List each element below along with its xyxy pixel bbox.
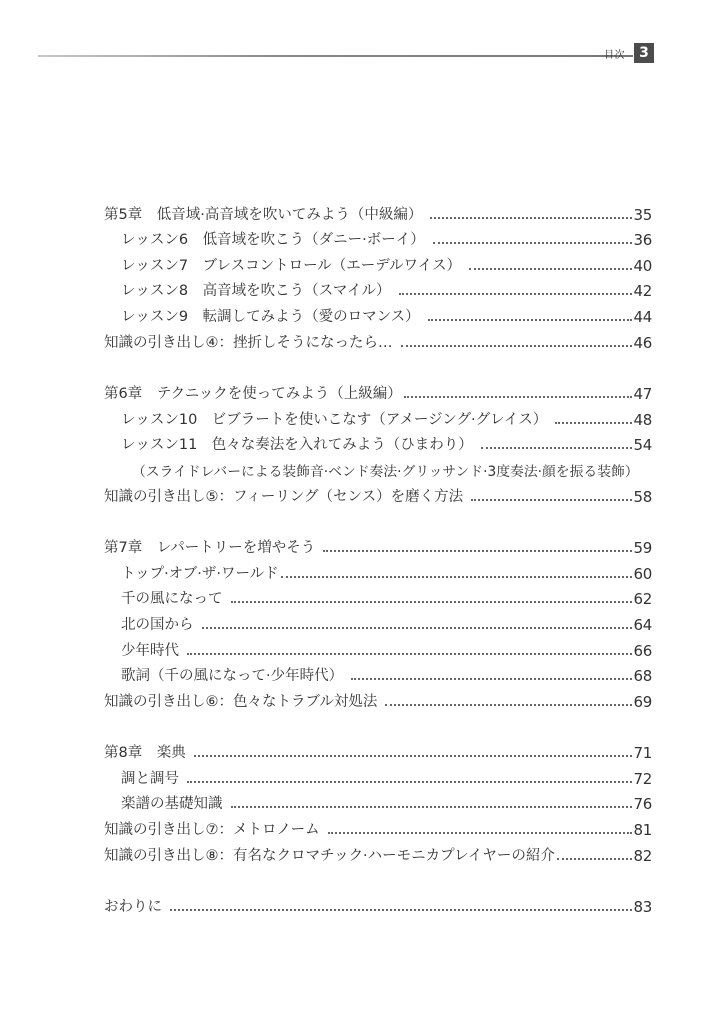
toc-entry-lesson-10[interactable] <box>104 403 652 429</box>
toc-entry-page: 83 <box>633 898 652 917</box>
toc-entry-page: 64 <box>633 615 652 634</box>
toc-entry-label: おわりに <box>104 899 162 916</box>
toc-entry-label: 歌詞（千の風になって·少年時代） <box>121 668 344 685</box>
toc-entry-label: 知識の引き出し⑥：色々なトラブル対処法 <box>104 693 378 710</box>
dot-leader <box>231 806 632 808</box>
toc-entry-page: 36 <box>633 231 652 250</box>
toc-entry-label: 楽譜の基礎知識 <box>121 796 223 813</box>
toc-entry-label: レッスン6 低音域を吹こう（ダニー·ボーイ） <box>121 232 425 249</box>
dot-leader <box>401 345 632 347</box>
toc-entry-label: 知識の引き出し⑤：フィーリング（センス）を磨く方法 <box>104 488 464 505</box>
toc-entry-page: 68 <box>633 667 652 686</box>
dot-leader <box>399 293 632 295</box>
toc-entry-page: 59 <box>633 539 652 558</box>
dot-leader <box>194 755 632 757</box>
header-rule <box>38 55 633 57</box>
toc-entry-afterword[interactable] <box>104 891 652 917</box>
toc-entry-label: 知識の引き出し⑧：有名なクロマチック·ハーモニカプレイヤーの紹介 <box>104 847 555 864</box>
toc-entry-chapter-7[interactable] <box>104 532 652 558</box>
toc-section-afterword <box>104 891 652 917</box>
dot-leader <box>481 447 632 449</box>
dot-leader <box>170 909 632 911</box>
toc-entry-label: 知識の引き出し⑦：メトロノーム <box>104 822 320 839</box>
toc-entry-label: 知識の引き出し④：挫折しそうになったら… <box>104 334 393 351</box>
dot-leader <box>385 704 631 706</box>
dot-leader <box>323 550 631 552</box>
toc-entry-kita-no-kuni-kara[interactable] <box>104 608 652 634</box>
dot-leader <box>187 781 632 783</box>
toc-entry-page: 47 <box>633 385 652 404</box>
toc-entry-label: 調と調号 <box>121 770 179 787</box>
toc-entry-page: 76 <box>633 795 652 814</box>
toc-entry-page: 62 <box>633 590 652 609</box>
toc-entry-page: 82 <box>633 846 652 865</box>
dot-leader <box>281 576 632 578</box>
toc-entry-label: 第7章 レパートリーを増やそう <box>104 540 316 557</box>
toc-entry-lesson-8[interactable] <box>104 275 652 301</box>
dot-leader <box>428 319 632 321</box>
toc-section-chapter-7 <box>104 532 652 711</box>
dot-leader <box>469 268 632 270</box>
toc-entry-lyrics[interactable] <box>104 660 652 686</box>
toc-entry-page: 66 <box>633 641 652 660</box>
toc-entry-page: 72 <box>633 769 652 788</box>
page-number-badge: 3 <box>634 43 654 63</box>
dot-leader <box>557 858 632 860</box>
table-of-contents <box>104 198 652 942</box>
toc-entry-label: レッスン9 転調してみよう（愛のロマンス） <box>121 308 420 325</box>
dot-leader <box>187 653 632 655</box>
toc-section-chapter-6 <box>104 378 652 506</box>
dot-leader <box>351 678 631 680</box>
toc-entry-top-of-the-world[interactable] <box>104 557 652 583</box>
dot-leader <box>555 422 631 424</box>
dot-leader <box>231 601 632 603</box>
toc-entry-score-basics[interactable] <box>104 788 652 814</box>
toc-entry-label: トップ·オブ·ザ·ワールド <box>121 565 279 582</box>
toc-entry-page: 42 <box>633 282 652 301</box>
toc-entry-label: 第8章 楽典 <box>104 745 186 762</box>
toc-entry-sen-no-kaze[interactable] <box>104 583 652 609</box>
dot-leader <box>433 242 632 244</box>
toc-entry-page: 69 <box>633 692 652 711</box>
toc-entry-page: 60 <box>633 564 652 583</box>
toc-entry-shounen-jidai[interactable] <box>104 634 652 660</box>
toc-section-chapter-8 <box>104 737 652 865</box>
toc-entry-page: 35 <box>633 205 652 224</box>
toc-entry-knowledge-6[interactable] <box>104 685 652 711</box>
toc-entry-page: 81 <box>633 821 652 840</box>
toc-entry-keys-and-signatures[interactable] <box>104 762 652 788</box>
toc-entry-label: レッスン10 ビブラートを使いこなす（アメージング·グレイス） <box>121 411 548 428</box>
toc-section-chapter-5 <box>104 198 652 352</box>
dot-leader <box>202 627 632 629</box>
toc-entry-page: 40 <box>633 256 652 275</box>
toc-entry-label: 第6章 テクニックを使ってみよう（上級編） <box>104 386 402 403</box>
toc-entry-lesson-11[interactable] <box>104 429 652 455</box>
toc-entry-label: 千の風になって <box>121 591 223 608</box>
toc-entry-note: （スライドレバーによる装飾音·ベンド奏法·グリッサンド·3度奏法·顔を振る装飾） <box>132 463 639 480</box>
dot-leader <box>471 499 631 501</box>
toc-entry-page: 44 <box>633 307 652 326</box>
toc-entry-page: 46 <box>633 333 652 352</box>
toc-entry-label: レッスン7 ブレスコントロール（エーデルワイス） <box>121 257 461 274</box>
dot-leader <box>430 217 631 219</box>
toc-entry-knowledge-5[interactable] <box>104 480 652 506</box>
toc-entry-label: 少年時代 <box>121 642 179 659</box>
toc-entry-page: 58 <box>633 487 652 506</box>
toc-entry-chapter-6[interactable] <box>104 378 652 404</box>
toc-entry-lesson-6[interactable] <box>104 224 652 250</box>
toc-entry-label: レッスン11 色々な奏法を入れてみよう（ひまわり） <box>121 437 473 454</box>
toc-entry-page: 54 <box>633 436 652 455</box>
toc-entry-chapter-5[interactable] <box>104 198 652 224</box>
toc-entry-knowledge-4[interactable] <box>104 326 652 352</box>
toc-entry-knowledge-7[interactable] <box>104 813 652 839</box>
dot-leader <box>328 832 632 834</box>
toc-entry-label: 北の国から <box>121 616 194 633</box>
toc-entry-lesson-9[interactable] <box>104 300 652 326</box>
toc-entry-lesson-7[interactable] <box>104 249 652 275</box>
dot-leader <box>404 396 632 398</box>
section-label: 目次 <box>604 50 625 61</box>
toc-entry-lesson-11-note <box>104 454 652 480</box>
toc-entry-label: 第5章 低音域·高音域を吹いてみよう（中級編） <box>104 206 423 223</box>
toc-entry-chapter-8[interactable] <box>104 737 652 763</box>
toc-entry-label: レッスン8 高音域を吹こう（スマイル） <box>121 283 391 300</box>
toc-entry-page: 48 <box>633 410 652 429</box>
toc-entry-page: 71 <box>633 744 652 763</box>
toc-entry-knowledge-8[interactable] <box>104 839 652 865</box>
